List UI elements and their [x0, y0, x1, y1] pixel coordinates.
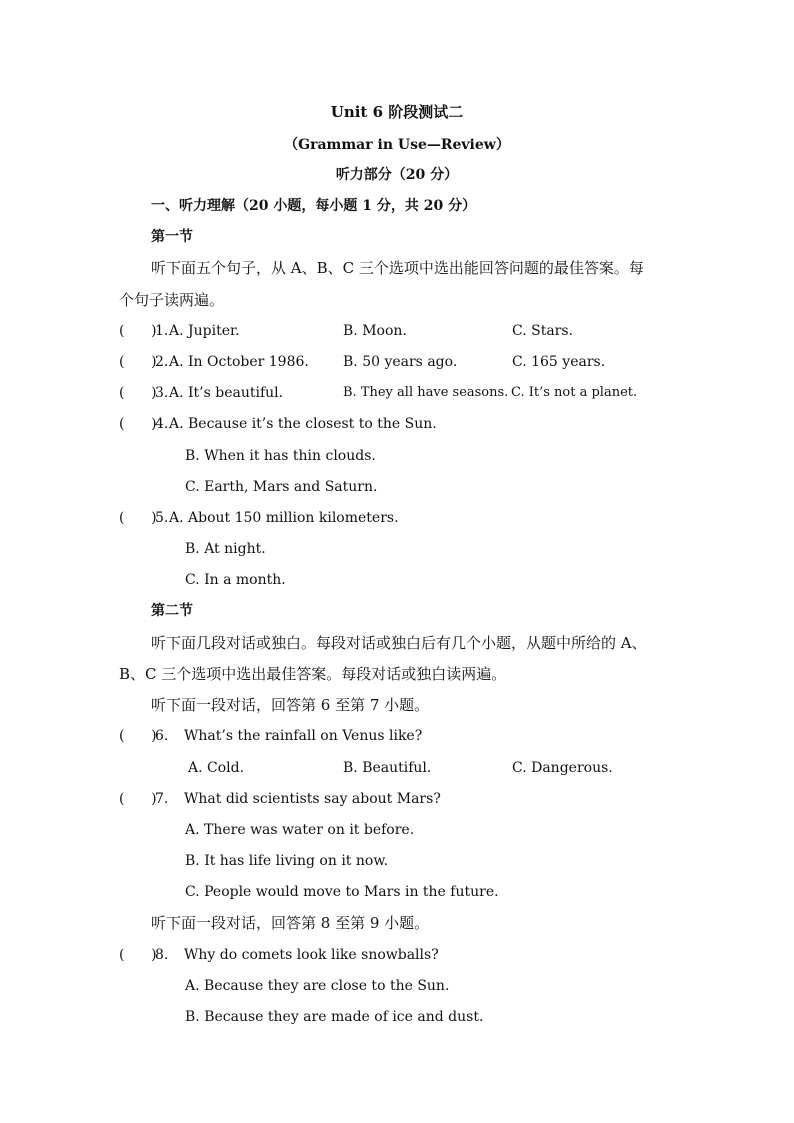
question-number: 4.	[155, 416, 169, 432]
option-b: B. They all have seasons.	[343, 385, 509, 400]
answer-blank[interactable]: ( )	[119, 728, 157, 744]
option-a: A. Because they are close to the Sun.	[185, 978, 450, 994]
question-stem: Why do comets look like snowballs?	[184, 947, 439, 963]
question-number: 1.	[155, 323, 169, 339]
question-number: 3.	[155, 385, 169, 401]
question-number: 5.	[155, 510, 169, 526]
answer-blank[interactable]: ( )	[119, 416, 157, 432]
question-number: 2.	[155, 354, 169, 370]
option-c: C. Stars.	[512, 323, 574, 339]
answer-blank[interactable]: ( )	[119, 947, 157, 963]
answer-blank[interactable]: ( )	[119, 385, 157, 401]
option-a: A. There was water on it before.	[185, 822, 415, 838]
question-number: 6.	[155, 728, 169, 744]
option-b: B. It has life living on it now.	[185, 853, 389, 869]
option-c: C. Dangerous.	[512, 760, 613, 776]
page-subtitle: （Grammar in Use—Review）	[284, 137, 510, 153]
section-heading: 一、听力理解（20 小题，每小题 1 分，共 20 分）	[151, 198, 477, 214]
option-c: C. Earth, Mars and Saturn.	[185, 479, 378, 495]
option-c: C. It’s not a planet.	[511, 385, 638, 400]
answer-blank[interactable]: ( )	[119, 323, 157, 339]
option-a: A. Jupiter.	[169, 323, 240, 339]
question-stem: What’s the rainfall on Venus like?	[184, 728, 423, 744]
option-c: C. People would move to Mars in the future.	[185, 884, 499, 900]
instruction-1-line-1: 听下面五个句子，从 A、B、C 三个选项中选出能回答问题的最佳答案。每	[151, 259, 644, 277]
option-a: A. In October 1986.	[169, 354, 309, 370]
option-c: C. In a month.	[185, 572, 286, 588]
option-b: B. When it has thin clouds.	[185, 448, 376, 464]
option-c: C. 165 years.	[512, 354, 606, 370]
option-b: B. 50 years ago.	[343, 354, 458, 370]
option-b: B. Because they are made of ice and dust.	[185, 1009, 484, 1025]
question-stem: What did scientists say about Mars?	[184, 791, 441, 807]
option-a: A. It’s beautiful.	[169, 385, 284, 401]
question-number: 7.	[155, 791, 169, 807]
answer-blank[interactable]: ( )	[119, 510, 157, 526]
instruction-1-line-2: 个句子读两遍。	[119, 291, 225, 309]
option-a: A. Cold.	[188, 760, 245, 776]
option-b: B. At night.	[185, 541, 266, 557]
instruction-2-line-2: B、C 三个选项中选出最佳答案。每段对话或独白读两遍。	[119, 665, 507, 683]
subsection-1-heading: 第一节	[151, 229, 193, 245]
page-title: Unit 6 阶段测试二	[330, 103, 464, 121]
answer-blank[interactable]: ( )	[119, 791, 157, 807]
option-a: A. About 150 million kilometers.	[169, 510, 399, 526]
subsection-2-heading: 第二节	[151, 603, 193, 619]
option-b: B. Beautiful.	[343, 760, 432, 776]
dialog-2-instruction: 听下面一段对话，回答第 8 至第 9 小题。	[151, 914, 430, 932]
option-b: B. Moon.	[343, 323, 407, 339]
answer-blank[interactable]: ( )	[119, 354, 157, 370]
question-number: 8.	[155, 947, 169, 963]
option-a: A. Because it’s the closest to the Sun.	[169, 416, 437, 432]
dialog-1-instruction: 听下面一段对话，回答第 6 至第 7 小题。	[151, 696, 430, 714]
instruction-2-line-1: 听下面几段对话或独白。每段对话或独白后有几个小题，从题中所给的 A、	[151, 634, 647, 652]
part-heading: 听力部分（20 分）	[335, 167, 459, 183]
